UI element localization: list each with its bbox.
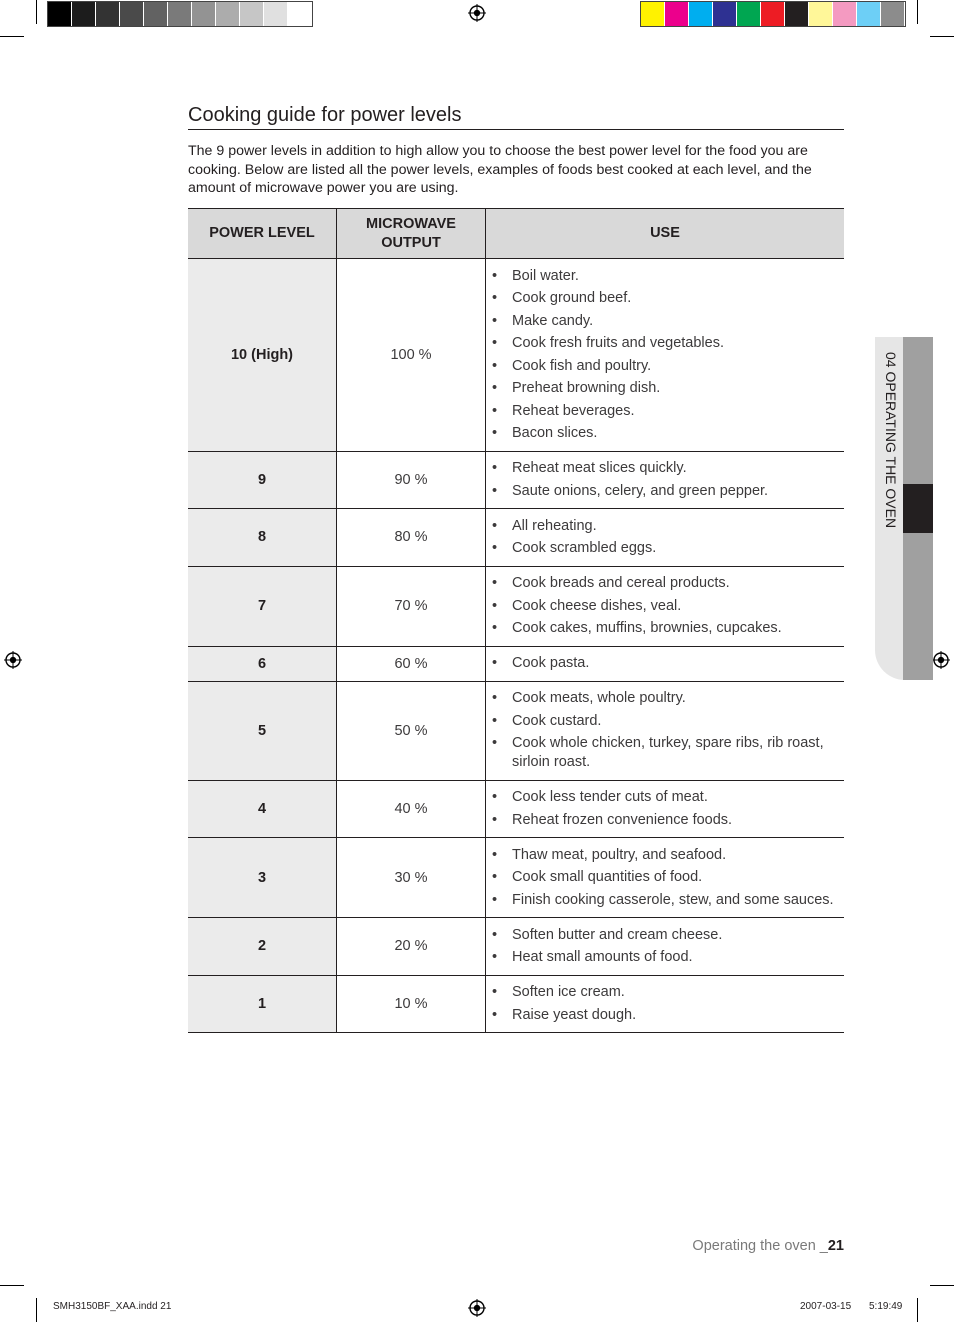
table-row [188, 681, 844, 780]
crop-mark [0, 1285, 24, 1286]
use-list [486, 788, 836, 830]
use-list-item: • Make candy. [486, 312, 836, 331]
table-row [188, 646, 844, 681]
gray-swatch [288, 2, 312, 26]
gray-swatch [240, 2, 264, 26]
table-row [188, 838, 844, 918]
use-list-item: • Cook ground beef. [486, 289, 836, 308]
use-list [486, 983, 836, 1025]
use-list [486, 926, 836, 968]
gray-swatch [72, 2, 96, 26]
grayscale-color-bar [47, 1, 313, 27]
use-list [486, 267, 836, 444]
color-swatch [833, 2, 857, 26]
registration-mark-icon [932, 651, 950, 669]
header-use: USE [486, 209, 845, 259]
table-row [188, 566, 844, 646]
use-list-item: • Cook fish and poultry. [486, 357, 836, 376]
use-list-item: • Cook scrambled eggs. [486, 539, 836, 558]
use-list-item: • Cook whole chicken, turkey, spare ribs, rib roast, sirloin roast. [486, 734, 836, 772]
power-level-cell: 6 [188, 646, 337, 681]
gray-swatch [168, 2, 192, 26]
use-list-item: • Soften butter and cream cheese. [486, 926, 836, 945]
microwave-output-cell: 100 % [337, 259, 486, 452]
use-cell [486, 975, 845, 1033]
color-swatch [761, 2, 785, 26]
gray-swatch [192, 2, 216, 26]
use-cell [486, 566, 845, 646]
power-level-cell: 5 [188, 681, 337, 780]
use-cell [486, 451, 845, 509]
use-list-item: • Cook cakes, muffins, brownies, cupcakes. [486, 619, 836, 638]
slug-filename: SMH3150BF_XAA.indd 21 [53, 1301, 172, 1312]
crop-mark [917, 1298, 918, 1322]
table-header-row [188, 209, 844, 259]
use-list-item: • Cook pasta. [486, 654, 836, 673]
use-list [486, 689, 836, 772]
page-footer [692, 1238, 844, 1254]
table-row [188, 259, 844, 452]
table-row [188, 509, 844, 567]
table-row [188, 918, 844, 976]
use-cell [486, 838, 845, 918]
color-swatch [881, 2, 905, 26]
table-row [188, 780, 844, 838]
color-swatch [689, 2, 713, 26]
power-level-table [188, 208, 844, 1033]
use-list-item: • Heat small amounts of food. [486, 948, 836, 967]
crop-mark [917, 0, 918, 24]
microwave-output-cell: 30 % [337, 838, 486, 918]
color-swatch [713, 2, 737, 26]
use-list-item: • Cook meats, whole poultry. [486, 689, 836, 708]
gray-swatch [216, 2, 240, 26]
use-list [486, 654, 836, 673]
color-swatch [665, 2, 689, 26]
slug-time: 5:19:49 [869, 1301, 903, 1312]
gray-swatch [264, 2, 288, 26]
power-level-cell: 2 [188, 918, 337, 976]
chapter-tab-label: 04 OPERATING THE OVEN [883, 352, 899, 529]
table-row [188, 451, 844, 509]
microwave-output-cell: 80 % [337, 509, 486, 567]
use-cell [486, 681, 845, 780]
color-swatch [785, 2, 809, 26]
crop-mark [36, 0, 37, 24]
use-list-item: • Saute onions, celery, and green pepper. [486, 482, 836, 501]
use-cell [486, 509, 845, 567]
use-list-item: • Soften ice cream. [486, 983, 836, 1002]
use-list-item: • All reheating. [486, 517, 836, 536]
use-list [486, 459, 836, 501]
use-list-item: • Bacon slices. [486, 424, 836, 443]
use-cell [486, 780, 845, 838]
use-list-item: • Preheat browning dish. [486, 379, 836, 398]
microwave-output-cell: 40 % [337, 780, 486, 838]
microwave-output-cell: 60 % [337, 646, 486, 681]
registration-mark-icon [468, 1299, 486, 1317]
use-list-item: • Reheat beverages. [486, 402, 836, 421]
use-list-item: • Boil water. [486, 267, 836, 286]
microwave-output-cell: 90 % [337, 451, 486, 509]
use-list-item: • Cook cheese dishes, veal. [486, 597, 836, 616]
crop-mark [0, 36, 24, 37]
microwave-output-cell: 20 % [337, 918, 486, 976]
power-level-cell: 3 [188, 838, 337, 918]
use-list [486, 574, 836, 638]
power-level-cell: 10 (High) [188, 259, 337, 452]
use-cell [486, 918, 845, 976]
microwave-output-cell: 50 % [337, 681, 486, 780]
intro-paragraph: The 9 power levels in addition to high allow you to choose the best power level for the food you are cooking. Below are listed all the power levels, examples of foods best cooked at each level, and the amount of microwave power you are using. [188, 143, 812, 196]
use-cell [486, 259, 845, 452]
header-microwave-output: MICROWAVE OUTPUT [337, 209, 486, 259]
process-color-bar [640, 1, 906, 27]
use-list-item: • Cook fresh fruits and vegetables. [486, 334, 836, 353]
page-number: 21 [827, 1238, 844, 1254]
table-row [188, 975, 844, 1033]
use-cell [486, 646, 845, 681]
microwave-output-cell: 10 % [337, 975, 486, 1033]
gray-swatch [120, 2, 144, 26]
use-list-item: • Raise yeast dough. [486, 1006, 836, 1025]
color-swatch [737, 2, 761, 26]
use-list-item: • Reheat meat slices quickly. [486, 459, 836, 478]
use-list-item: • Cook breads and cereal products. [486, 574, 836, 593]
use-list [486, 846, 836, 910]
use-list-item: • Cook custard. [486, 712, 836, 731]
slug-date: 2007-03-15 [800, 1301, 852, 1312]
use-list-item: • Cook small quantities of food. [486, 868, 836, 887]
use-list-item: • Thaw meat, poultry, and seafood. [486, 846, 836, 865]
page-title: Cooking guide for power levels [188, 104, 462, 126]
gray-swatch [144, 2, 168, 26]
power-level-cell: 4 [188, 780, 337, 838]
registration-mark-icon [4, 651, 22, 669]
microwave-output-cell: 70 % [337, 566, 486, 646]
color-swatch [809, 2, 833, 26]
color-swatch [857, 2, 881, 26]
footer-label: Operating the oven _ [692, 1238, 828, 1254]
power-level-cell: 1 [188, 975, 337, 1033]
crop-mark [930, 1285, 954, 1286]
use-list-item: • Finish cooking casserole, stew, and some sauces. [486, 891, 836, 910]
power-level-cell: 8 [188, 509, 337, 567]
header-power-level: POWER LEVEL [188, 209, 337, 259]
table-body [188, 259, 844, 1033]
power-level-cell: 9 [188, 451, 337, 509]
chapter-tab-marker [903, 484, 933, 533]
use-list-item: • Cook less tender cuts of meat. [486, 788, 836, 807]
crop-mark [36, 1298, 37, 1322]
title-divider [188, 129, 844, 130]
color-swatch [641, 2, 665, 26]
crop-mark [930, 36, 954, 37]
use-list [486, 517, 836, 559]
power-level-cell: 7 [188, 566, 337, 646]
use-list-item: • Reheat frozen convenience foods. [486, 811, 836, 830]
gray-swatch [48, 2, 72, 26]
gray-swatch [96, 2, 120, 26]
registration-mark-icon [468, 4, 486, 22]
